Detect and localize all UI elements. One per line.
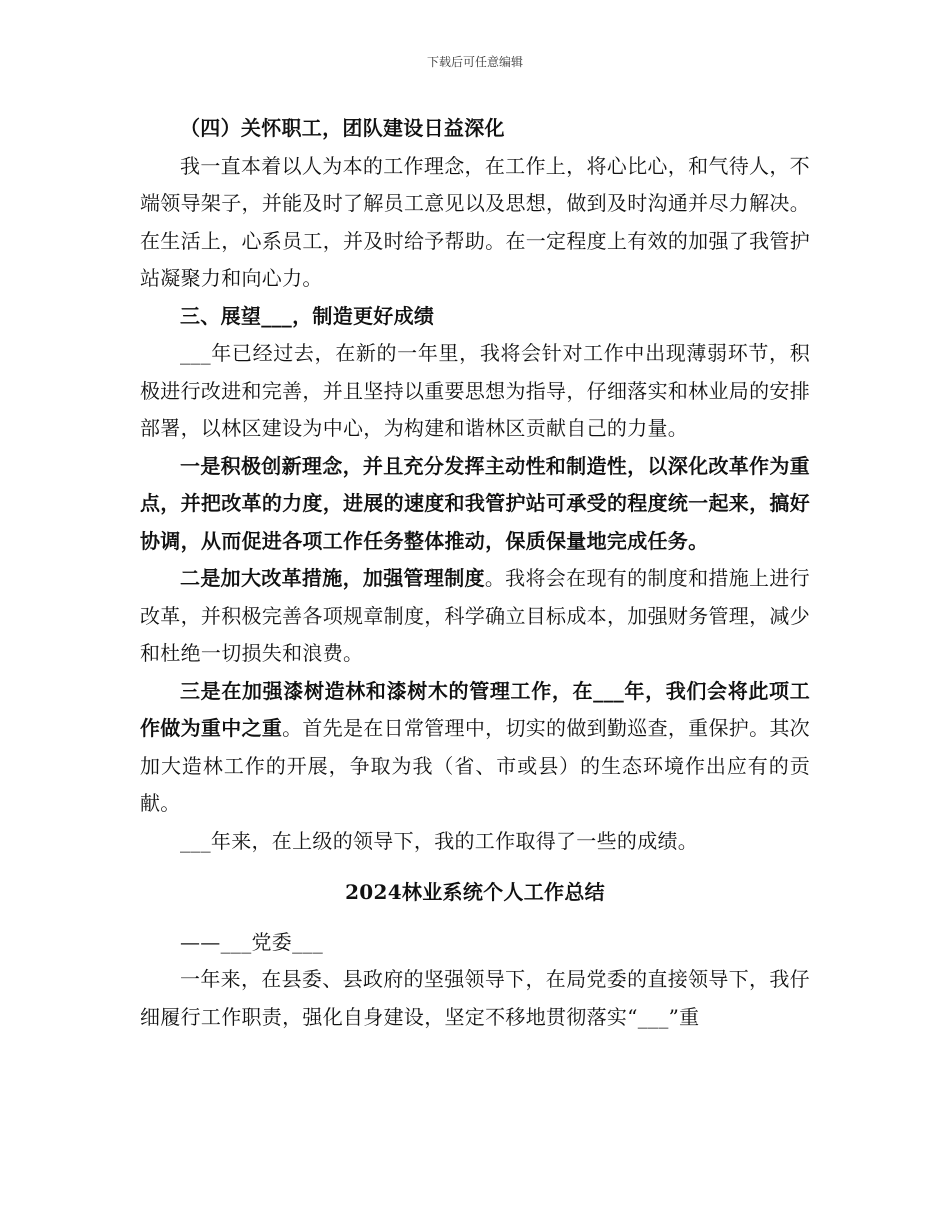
page-header-note: 下载后可任意编辑: [426, 55, 523, 69]
paragraph-closing: ___年来，在上级的领导下，我的工作取得了一些的成绩。: [180, 828, 699, 853]
paragraph-year-review: 一年来，在县委、县政府的坚强领导下，在局党委的直接领导下，我仔细履行工作职责，强化自身建设，坚定不移地贯彻落实“___”重: [140, 967, 810, 1029]
point-three-text: 。首先是在日常管理中，切实的做到勤巡查，重保护。其次加大造林工作的开展，争取为我（省、市或县）的生态环境作出应有的贡献。: [140, 716, 810, 815]
paragraph-point-three: [140, 673, 810, 823]
point-two-text: 。我将会在现有的制度和措施上进行改革，并积极完善各项规章制度，科学确立目标成本，加强财务管理，减少和杜绝一切损失和浪费。: [140, 566, 810, 665]
paragraph-point-two: [140, 560, 810, 673]
section-heading-outlook: 三、展望___，制造更好成绩: [180, 303, 435, 328]
paragraph-point-one: 一是积极创新理念，并且充分发挥主动性和制造性，以深化改革作为重点，并把改革的力度，进展的速度和我管护站可承受的程度统一起来，搞好协调，从而促进各项工作任务整体推动，保质保量地完成任务。: [140, 453, 810, 553]
point-two-lead: 二是加大改革措施，加强管理制度: [180, 566, 485, 590]
paragraph-care-staff: 我一直本着以人为本的工作理念，在工作上，将心比心，和气待人，不端领导架子，并能及时了解员工意见以及思想，做到及时沟通并尽力解决。在生活上，心系员工，并及时给予帮助。在一定程度上有效的加强了我管护站凝聚力和向心力。: [140, 153, 810, 290]
paragraph-outlook-intro: ___年已经过去，在新的一年里，我将会针对工作中出现薄弱环节，积极进行改进和完善，并且坚持以重要思想为指导，仔细落实和林业局的安排部署，以林区建设为中心，为构建和谐林区贡献自己的力量。: [140, 341, 810, 440]
document-body: [140, 110, 810, 1036]
document-byline: ——___党委___: [180, 929, 323, 954]
point-three-lead: 三是在加强漆树造林和漆树木的管理工作，在___年，我们会将此项工作做为重中之重: [140, 678, 810, 740]
section-heading-care-staff: （四）关怀职工，团队建设日益深化: [180, 116, 505, 140]
document-title: 2024林业系统个人工作总结: [345, 880, 605, 904]
